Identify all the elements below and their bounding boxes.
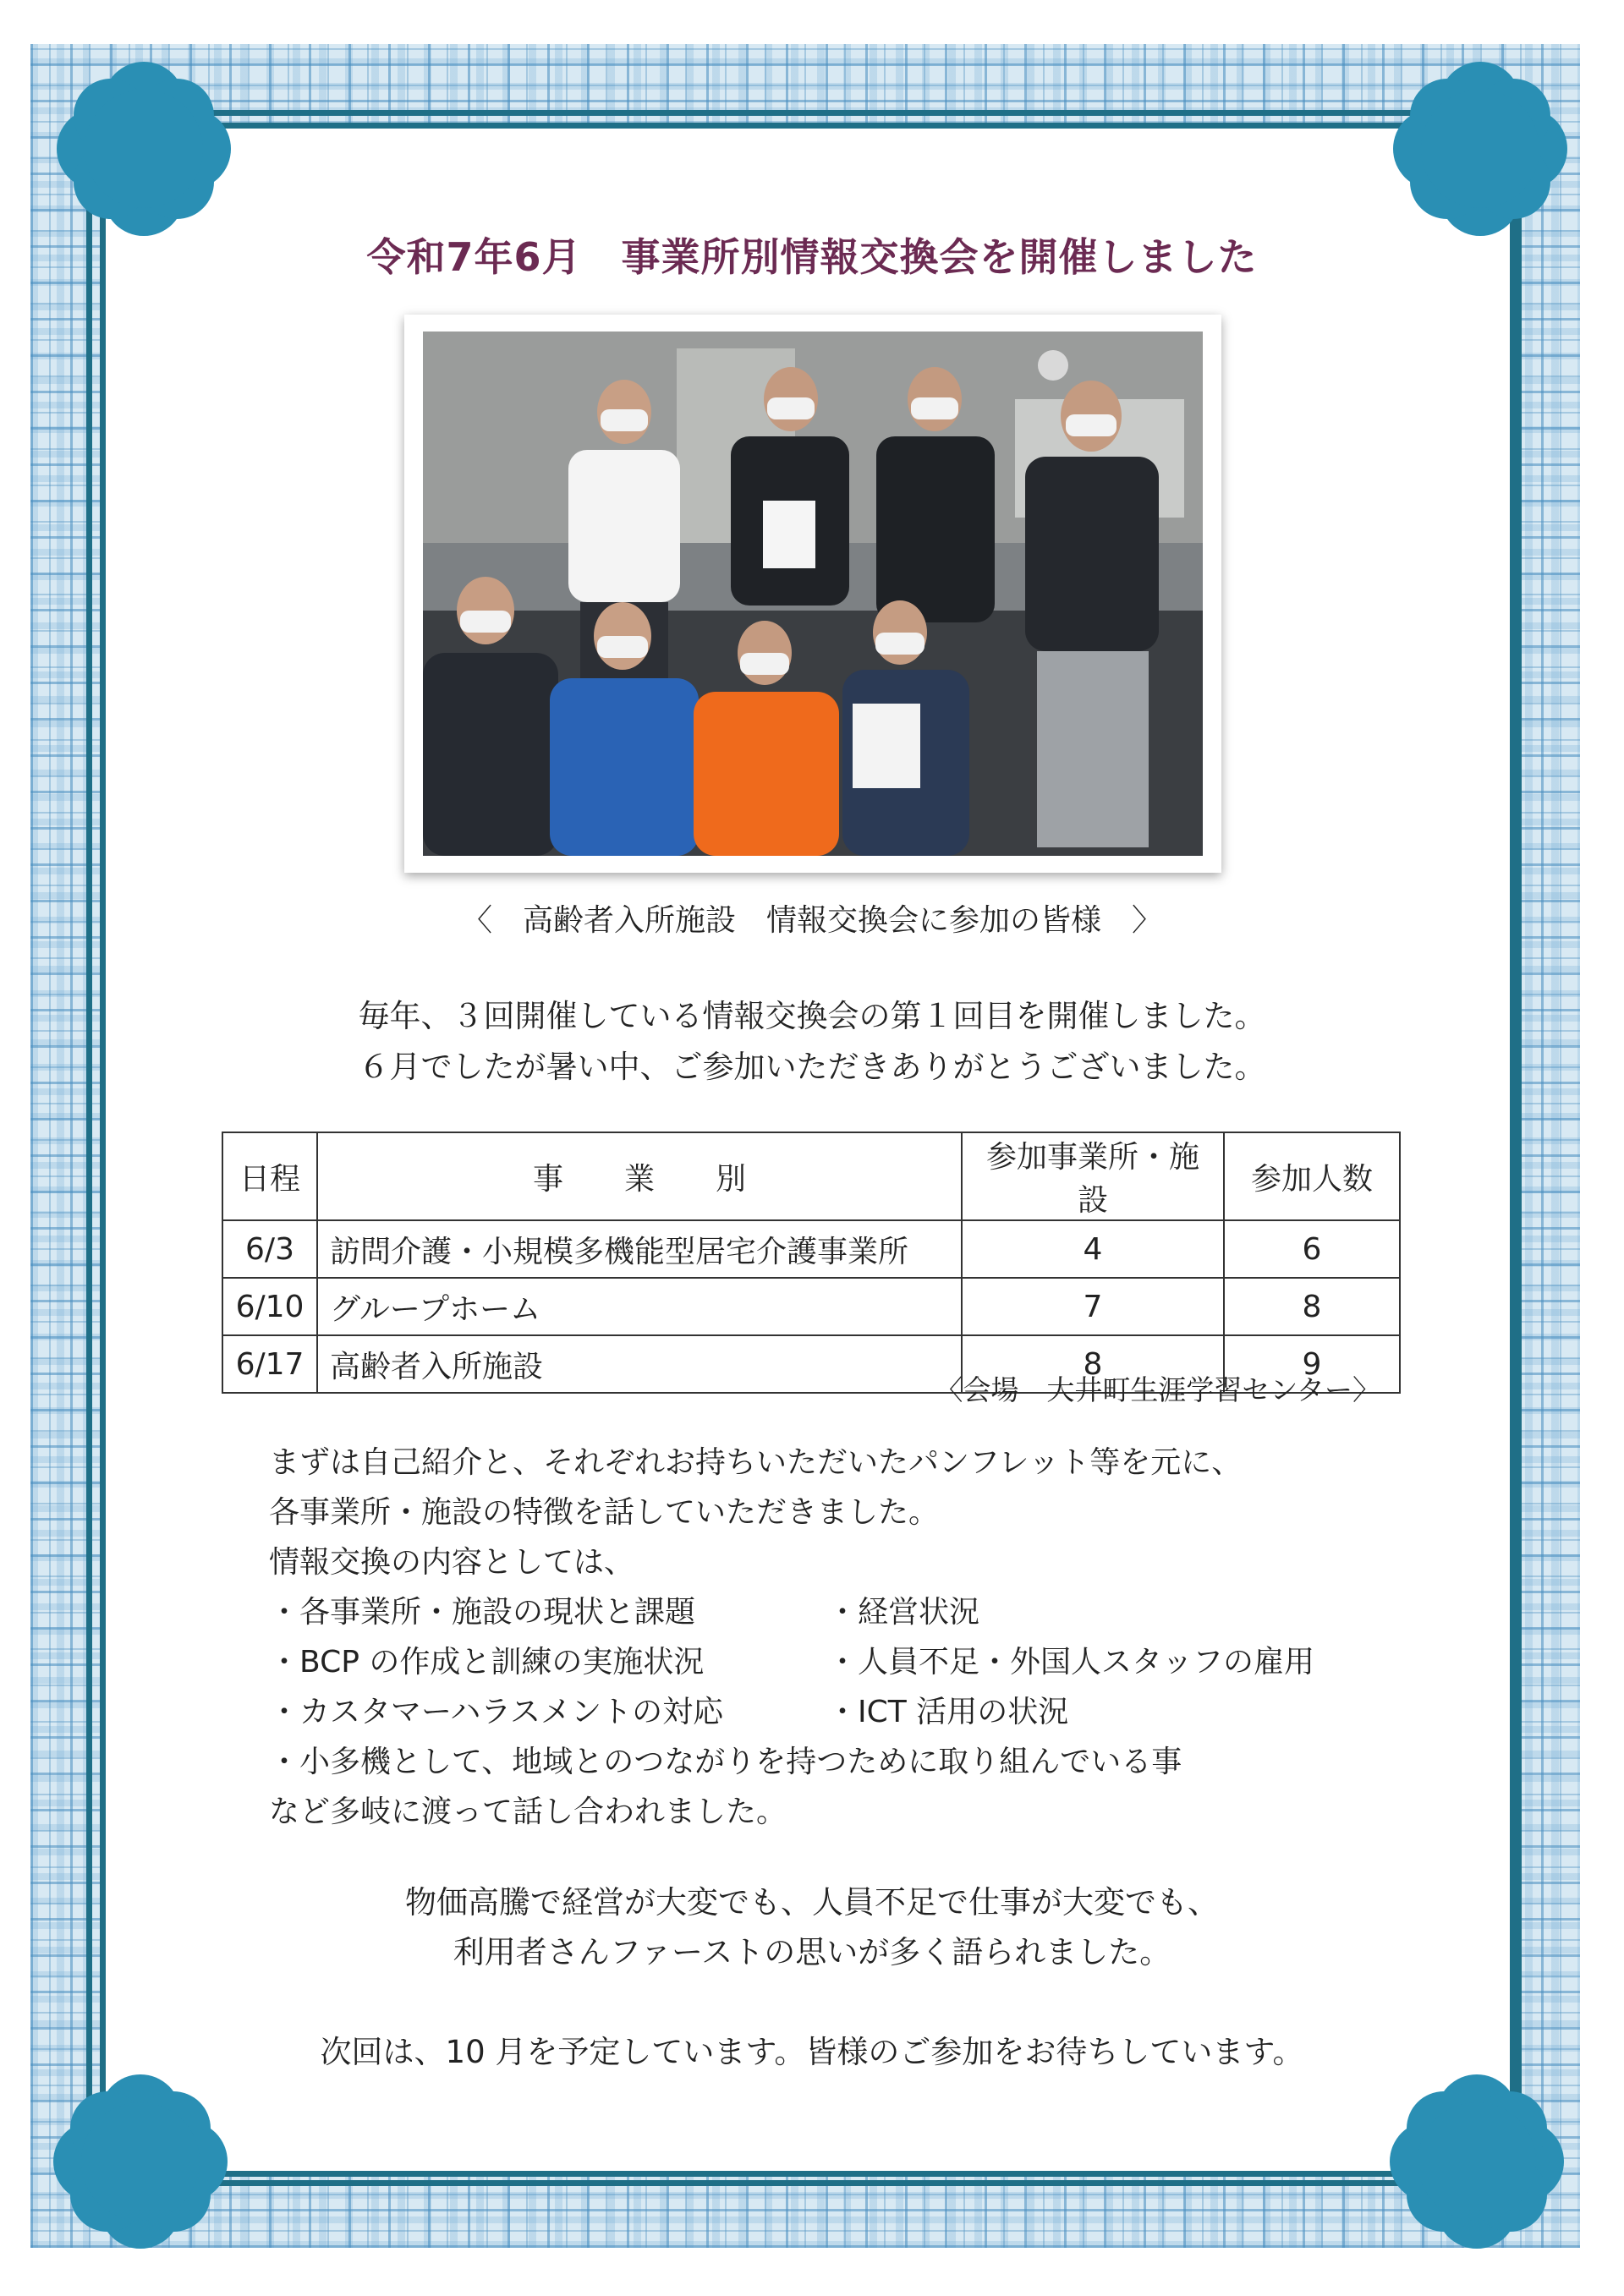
- intro-line-2: ６月でしたが暑い中、ご参加いただきありがとうございました。: [358, 1049, 1266, 1085]
- row-facilities: 4: [962, 1220, 1224, 1278]
- body-line-end: など多岐に渡って話し合われました。: [269, 1795, 787, 1829]
- frame-line-left: [86, 169, 92, 2114]
- group-photo: [423, 332, 1203, 856]
- next-meeting-note: 次回は、10 月を予定しています。皆様のご参加をお待ちしています。: [320, 2034, 1304, 2070]
- header-facilities: 参加事業所・施設: [962, 1132, 1224, 1220]
- frame-line-bottom: [118, 2180, 1489, 2186]
- row-date: 6/10: [222, 1278, 317, 1335]
- topic-item: ・人員不足・外国人スタッフの雇用: [827, 1645, 1315, 1680]
- row-participants: 8: [1224, 1278, 1400, 1335]
- flower-ornament-bottom-left: [47, 2069, 233, 2255]
- table-row: [222, 1278, 1400, 1335]
- table-header-row: [222, 1132, 1400, 1220]
- row-business-type: 高齢者入所施設: [317, 1335, 962, 1393]
- row-facilities: 8: [962, 1335, 1224, 1393]
- flower-ornament-bottom-right: [1384, 2069, 1570, 2255]
- venue-note: 〈会場 大井町生涯学習センター〉: [935, 1373, 1380, 1406]
- header-participants: 参加人数: [1224, 1132, 1400, 1220]
- header-business-type: 事 業 別: [317, 1132, 962, 1220]
- photo-frame: [404, 315, 1221, 873]
- body-line-1: まずは自己紹介と、それぞれお持ちいただいたパンフレット等を元に、: [269, 1445, 1243, 1480]
- body-text: [269, 1438, 1436, 1837]
- row-facilities: 7: [962, 1278, 1224, 1335]
- closing-line-1: 物価高騰で経営が大変でも、人員不足で仕事が大変でも、: [405, 1884, 1219, 1921]
- topic-row-2: [269, 1637, 1436, 1687]
- intro-line-1: 毎年、３回開催している情報交換会の第１回目を開催しました。: [358, 998, 1266, 1034]
- photo-caption: 〈 高齢者入所施設 情報交換会に参加の皆様 〉: [461, 903, 1162, 938]
- closing-line-2: 利用者さんファーストの思いが多く語られました。: [453, 1934, 1171, 1970]
- topic-item: ・カスタマーハラスメントの対応: [269, 1695, 724, 1729]
- page-title: 令和7年6月 事業所別情報交換会を開催しました: [366, 234, 1258, 280]
- topic-row-1: [269, 1587, 1436, 1637]
- topic-item: ・各事業所・施設の現状と課題: [269, 1595, 696, 1630]
- frame-line-top: [118, 110, 1489, 116]
- flower-ornament-top-right: [1387, 56, 1573, 242]
- topic-item: ・BCP の作成と訓練の実施状況: [269, 1645, 705, 1680]
- topic-item: ・経営状況: [827, 1595, 980, 1630]
- row-date: 6/3: [222, 1220, 317, 1278]
- flower-ornament-top-left: [51, 56, 237, 242]
- group-photo-illustration: [423, 332, 1203, 856]
- row-participants: 9: [1224, 1335, 1400, 1393]
- row-business-type: 訪問介護・小規模多機能型居宅介護事業所: [317, 1220, 962, 1278]
- frame-line-right: [1516, 169, 1522, 2114]
- row-participants: 6: [1224, 1220, 1400, 1278]
- intro-text: [0, 991, 1624, 1093]
- schedule-table: [222, 1132, 1401, 1394]
- body-line-3: 情報交換の内容としては、: [269, 1545, 635, 1580]
- closing-text: [0, 1877, 1624, 1977]
- row-business-type: グループホーム: [317, 1278, 962, 1335]
- body-line-2: 各事業所・施設の特徴を話していただきました。: [269, 1495, 940, 1530]
- topic-item-wide: ・小多機として、地域とのつながりを持つために取り組んでいる事: [269, 1745, 1182, 1779]
- topic-item: ・ICT 活用の状況: [827, 1695, 1069, 1729]
- topic-row-3: [269, 1687, 1436, 1737]
- row-date: 6/17: [222, 1335, 317, 1393]
- table-row: [222, 1220, 1400, 1278]
- header-date: 日程: [222, 1132, 317, 1220]
